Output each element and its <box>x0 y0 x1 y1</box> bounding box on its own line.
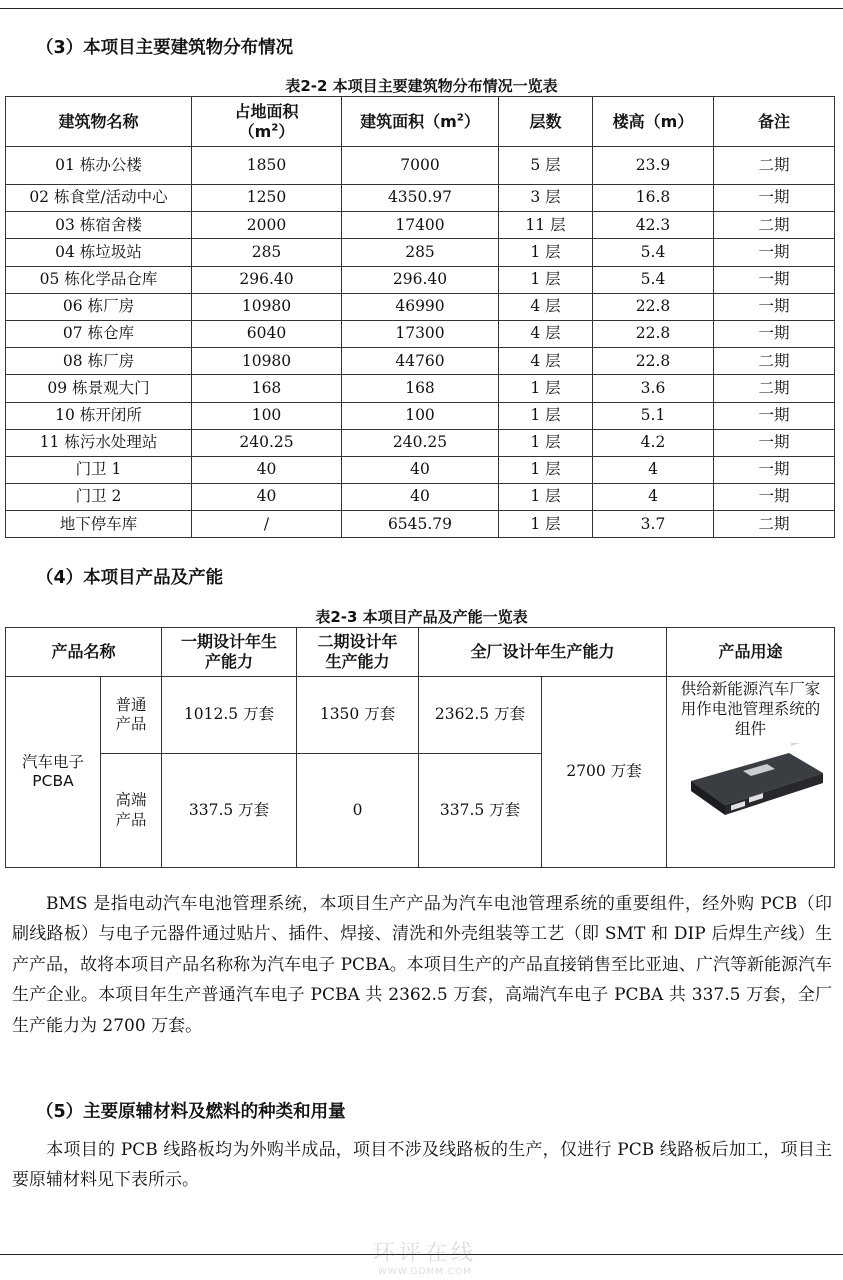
cell-grand-total: 2700 万套 <box>542 677 667 868</box>
cell-note: 一期 <box>714 266 835 293</box>
cell-high-phase2: 0 <box>297 754 419 868</box>
high-label-line2: 产品 <box>115 810 147 829</box>
cell-floors: 1 层 <box>499 456 593 483</box>
cell-note: 二期 <box>714 147 835 185</box>
header-phase1-line1: 一期设计年生 <box>181 632 278 651</box>
table-header-row <box>6 628 835 677</box>
cell-height: 5.1 <box>593 402 714 429</box>
cell-note: 二期 <box>714 375 835 402</box>
cell-note: 一期 <box>714 293 835 320</box>
table-row <box>6 185 835 212</box>
cell-name: 02 栋食堂/活动中心 <box>6 185 192 212</box>
cell-high-total: 337.5 万套 <box>419 754 542 868</box>
cell-high-label <box>101 754 162 868</box>
cell-height: 22.8 <box>593 293 714 320</box>
cell-floors: 1 层 <box>499 375 593 402</box>
table-row <box>6 484 835 511</box>
cell-land: 10980 <box>192 293 342 320</box>
cell-height: 5.4 <box>593 239 714 266</box>
header-land-area-unit <box>192 122 341 142</box>
header-height: 楼高（m） <box>593 97 714 147</box>
cell-name: 04 栋垃圾站 <box>6 239 192 266</box>
table-row <box>6 402 835 429</box>
cell-land: 285 <box>192 239 342 266</box>
table-row <box>6 212 835 239</box>
bms-module-image <box>671 743 831 823</box>
cell-name: 08 栋厂房 <box>6 348 192 375</box>
cell-product-name <box>6 677 101 868</box>
table-row <box>6 320 835 347</box>
header-phase2-line2: 生产能力 <box>325 652 390 671</box>
cell-floors: 4 层 <box>499 320 593 347</box>
cell-note: 一期 <box>714 456 835 483</box>
section-3-heading: （3）本项目主要建筑物分布情况 <box>36 38 294 58</box>
header-floors: 层数 <box>499 97 593 147</box>
header-note: 备注 <box>714 97 835 147</box>
cell-note: 二期 <box>714 511 835 538</box>
cell-floors: 1 层 <box>499 484 593 511</box>
cell-floors: 3 层 <box>499 185 593 212</box>
cell-land: 1250 <box>192 185 342 212</box>
cell-name: 门卫 1 <box>6 456 192 483</box>
cell-name: 门卫 2 <box>6 484 192 511</box>
cell-build: 240.25 <box>342 429 499 456</box>
cell-land: 1850 <box>192 147 342 185</box>
buildings-table <box>5 96 835 538</box>
cell-build: 285 <box>342 239 499 266</box>
header-phase1-capacity <box>162 628 297 677</box>
table-row <box>6 266 835 293</box>
cell-height: 5.4 <box>593 266 714 293</box>
cell-land: / <box>192 511 342 538</box>
product-name-line2: PCBA <box>32 772 74 790</box>
table-header-row <box>6 97 835 147</box>
cell-floors: 1 层 <box>499 239 593 266</box>
cell-note: 一期 <box>714 402 835 429</box>
table-row <box>6 511 835 538</box>
cell-name: 03 栋宿舍楼 <box>6 212 192 239</box>
cell-name: 09 栋景观大门 <box>6 375 192 402</box>
table-row <box>6 429 835 456</box>
cell-floors: 4 层 <box>499 348 593 375</box>
header-build-area-text: 建筑面积（m <box>360 111 457 131</box>
cell-build: 4350.97 <box>342 185 499 212</box>
table-row <box>6 677 835 754</box>
cell-floors: 1 层 <box>499 511 593 538</box>
table-row <box>6 147 835 185</box>
watermark-url: WWW.GDMM.COM <box>378 1267 472 1277</box>
header-build-area-sup: 2 <box>456 112 464 124</box>
cell-name: 10 栋开闭所 <box>6 402 192 429</box>
header-usage: 产品用途 <box>667 628 835 677</box>
cell-name: 地下停车库 <box>6 511 192 538</box>
cell-land: 168 <box>192 375 342 402</box>
cell-normal-phase1: 1012.5 万套 <box>162 677 297 754</box>
watermark <box>320 1236 530 1276</box>
normal-label-line1: 普通 <box>115 695 147 714</box>
cell-note: 一期 <box>714 185 835 212</box>
cell-note: 二期 <box>714 212 835 239</box>
cell-build: 296.40 <box>342 266 499 293</box>
cell-land: 240.25 <box>192 429 342 456</box>
cell-land: 10980 <box>192 348 342 375</box>
table-row <box>6 375 835 402</box>
cell-floors: 1 层 <box>499 429 593 456</box>
header-build-area <box>342 97 499 147</box>
cell-land: 40 <box>192 456 342 483</box>
cell-height: 22.8 <box>593 320 714 347</box>
table-row <box>6 348 835 375</box>
cell-height: 4 <box>593 456 714 483</box>
header-land-area <box>192 97 342 147</box>
cell-build: 40 <box>342 484 499 511</box>
cell-floors: 5 层 <box>499 147 593 185</box>
cell-normal-label <box>101 677 162 754</box>
cell-height: 3.7 <box>593 511 714 538</box>
section-4-heading: （4）本项目产品及产能 <box>36 568 224 588</box>
cell-height: 3.6 <box>593 375 714 402</box>
header-total-capacity: 全厂设计年生产能力 <box>419 628 667 677</box>
paragraph-pcb-text: 本项目的 PCB 线路板均为外购半成品，项目不涉及线路板的生产，仅进行 PCB 线路板后加工，项目主要原辅材料见下表所示。 <box>12 1140 832 1191</box>
cell-note: 一期 <box>714 320 835 347</box>
cell-land: 296.40 <box>192 266 342 293</box>
header-land-area-unit-sup: 2 <box>271 122 279 134</box>
top-rule <box>0 8 843 9</box>
header-phase1-line2: 产能力 <box>205 652 254 671</box>
cell-build: 6545.79 <box>342 511 499 538</box>
cell-floors: 11 层 <box>499 212 593 239</box>
paragraph-pcb <box>12 1135 832 1196</box>
cell-height: 42.3 <box>593 212 714 239</box>
cell-note: 一期 <box>714 429 835 456</box>
watermark-brand: 环评在线 <box>372 1241 477 1266</box>
table-2-3-caption: 表2-3 本项目产品及产能一览表 <box>315 608 528 626</box>
products-table <box>5 627 835 868</box>
cell-land: 40 <box>192 484 342 511</box>
table-row <box>6 456 835 483</box>
cell-land: 2000 <box>192 212 342 239</box>
cell-name: 07 栋仓库 <box>6 320 192 347</box>
product-name-line1: 汽车电子 <box>21 752 84 771</box>
cell-floors: 1 层 <box>499 266 593 293</box>
cell-build: 17300 <box>342 320 499 347</box>
header-product-name: 产品名称 <box>6 628 162 677</box>
cell-build: 40 <box>342 456 499 483</box>
cell-name: 01 栋办公楼 <box>6 147 192 185</box>
table-2-2-caption: 表2-2 本项目主要建筑物分布情况一览表 <box>285 77 558 95</box>
cell-land: 100 <box>192 402 342 429</box>
cell-name: 06 栋厂房 <box>6 293 192 320</box>
cell-normal-total: 2362.5 万套 <box>419 677 542 754</box>
cell-height: 4 <box>593 484 714 511</box>
cell-build: 7000 <box>342 147 499 185</box>
header-land-area-unit-text: （m <box>238 121 272 141</box>
cell-high-phase1: 337.5 万套 <box>162 754 297 868</box>
header-phase2-line1: 二期设计年 <box>317 632 398 651</box>
cell-build: 17400 <box>342 212 499 239</box>
cell-build: 100 <box>342 402 499 429</box>
cell-note: 一期 <box>714 239 835 266</box>
cell-height: 22.8 <box>593 348 714 375</box>
cell-height: 4.2 <box>593 429 714 456</box>
table-row <box>6 293 835 320</box>
cell-note: 一期 <box>714 484 835 511</box>
high-label-line1: 高端 <box>115 791 147 810</box>
paragraph-bms-text: BMS 是指电动汽车电池管理系统，本项目生产产品为汽车电池管理系统的重要组件，经外购 PCB（印刷线路板）与电子元器件通过贴片、插件、焊接、清洗和外壳组装等工艺（即 SMT 和 DIP 后焊生产线）生产产品，故将本项目产品名称称为汽车电子 PCBA。本项目生产的产品直接销售至比亚迪、广汽等新能源汽车生产企业。本项目年生产普通汽车电子 PCBA 共 2362.5 万套，高端汽车电子 PCBA 共 337.5 万套，全厂生产能力为 2700 万套。 <box>12 894 832 1036</box>
header-building-name: 建筑物名称 <box>6 97 192 147</box>
cell-name: 05 栋化学品仓库 <box>6 266 192 293</box>
header-phase2-capacity <box>297 628 419 677</box>
cell-build: 46990 <box>342 293 499 320</box>
header-land-area-line1: 占地面积 <box>234 101 299 121</box>
usage-text: 供给新能源汽车厂家用作电池管理系统的组件 <box>680 680 821 739</box>
cell-note: 二期 <box>714 348 835 375</box>
cell-build: 44760 <box>342 348 499 375</box>
cell-height: 16.8 <box>593 185 714 212</box>
paragraph-bms <box>12 889 832 1041</box>
section-5-heading: （5）主要原辅材料及燃料的种类和用量 <box>36 1102 346 1122</box>
cell-normal-phase2: 1350 万套 <box>297 677 419 754</box>
cell-build: 168 <box>342 375 499 402</box>
normal-label-line2: 产品 <box>115 715 147 733</box>
cell-usage <box>667 677 835 868</box>
cell-height: 23.9 <box>593 147 714 185</box>
cell-floors: 1 层 <box>499 402 593 429</box>
cell-name: 11 栋污水处理站 <box>6 429 192 456</box>
header-build-area-close: ） <box>463 111 480 131</box>
cell-land: 6040 <box>192 320 342 347</box>
table-row <box>6 239 835 266</box>
header-land-area-unit-close: ） <box>278 121 295 141</box>
cell-floors: 4 层 <box>499 293 593 320</box>
